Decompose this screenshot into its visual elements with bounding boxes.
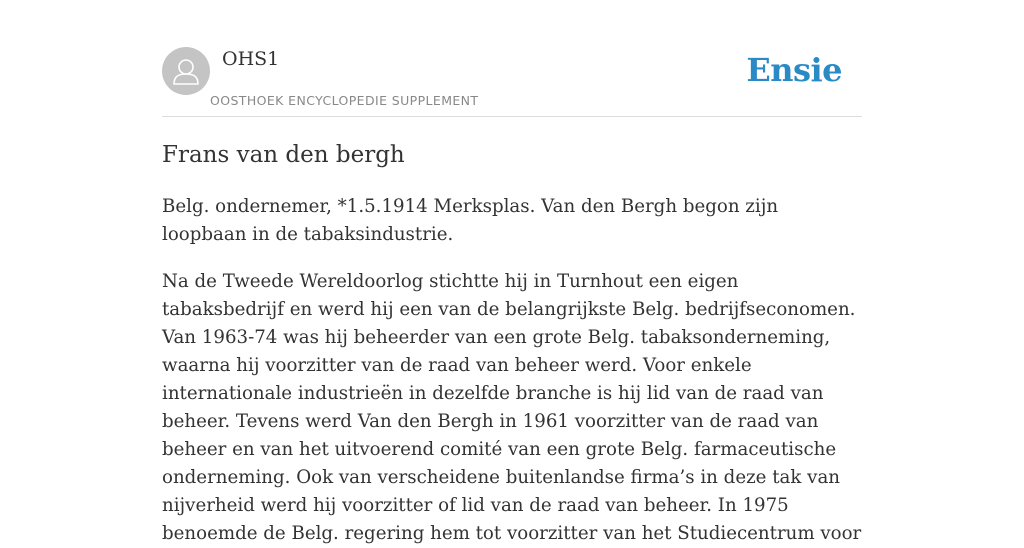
source-label[interactable]: OOSTHOEK ENCYCLOPEDIE SUPPLEMENT: [210, 93, 479, 108]
author-name[interactable]: OHS1: [222, 48, 280, 70]
brand-logo[interactable]: Ensie: [746, 51, 842, 89]
article-header: [162, 0, 862, 117]
page-container: [162, 0, 862, 548]
article-body: [162, 193, 862, 548]
article-paragraph: Na de Tweede Wereldoorlog stichtte hij in Turnhout een eigen tabaksbedrijf en werd hij een van de belangrijkste Belg. bedrijfseconomen. Van 1963-74 was hij beheerder van een grote Belg. tabaksonderneming, waarna hij voorzitter van de raad van beheer werd. Voor enkele internationale industrieën in dezelfde branche is hij lid van de raad van beheer. Tevens werd Van den Bergh in 1961 voorzitter van de raad van beheer en van het uitvoerend comité van een grote Belg. farmaceutische onderneming. Ook van verscheidene buitenlandse firma’s in deze tak van nijverheid werd hij voorzitter of lid van de raad van beheer. In 1975 benoemde de Belg. regering hem tot voorzitter van het Studiecentrum voor: [162, 271, 862, 544]
article-paragraph: Belg. ondernemer, *1.5.1914 Merksplas. Van den Bergh begon zijn loopbaan in de tabaksindustrie.: [162, 196, 779, 245]
user-silhouette-icon: [162, 47, 210, 95]
avatar[interactable]: [162, 47, 210, 95]
article-title: Frans van den bergh: [162, 142, 405, 168]
